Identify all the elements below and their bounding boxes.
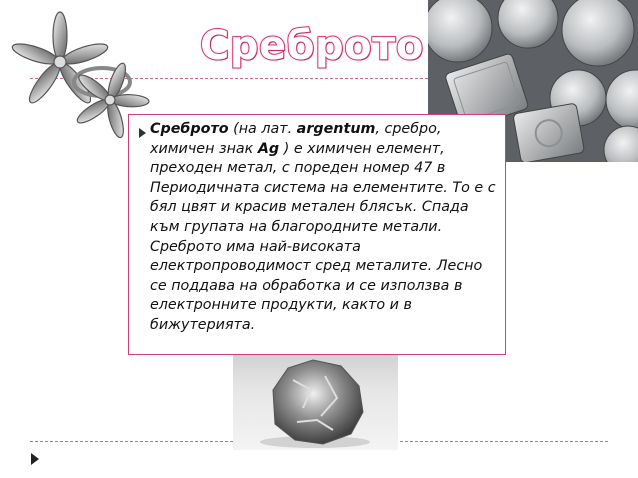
content-textbox (128, 114, 506, 355)
term-bold: Среброто (150, 121, 229, 137)
slide-title: Среброто (200, 23, 424, 69)
slide-arrow-icon (31, 453, 39, 465)
body-text-2: , сребро, химичен знак (150, 121, 442, 157)
symbol-bold: Ag (257, 140, 280, 157)
body-text-3: ) е химичен елемент, преходен метал, с пореден номер 47 в Периодичната система на елементите. То е с бял цвят и красив метален блясък. Спада към групата на благородните метали. Среброто има най-високата електропроводимост сред металите. Лесно се поддава на обработка и се използва в електронните продукти, както и в бижутерията. (150, 140, 496, 333)
bullet-arrow-icon (139, 128, 146, 138)
body-paragraph (150, 120, 502, 336)
silver-nugget-image (233, 350, 398, 450)
body-text-1: (на лат. (228, 121, 297, 137)
latin-name-bold: argentum (296, 121, 376, 137)
